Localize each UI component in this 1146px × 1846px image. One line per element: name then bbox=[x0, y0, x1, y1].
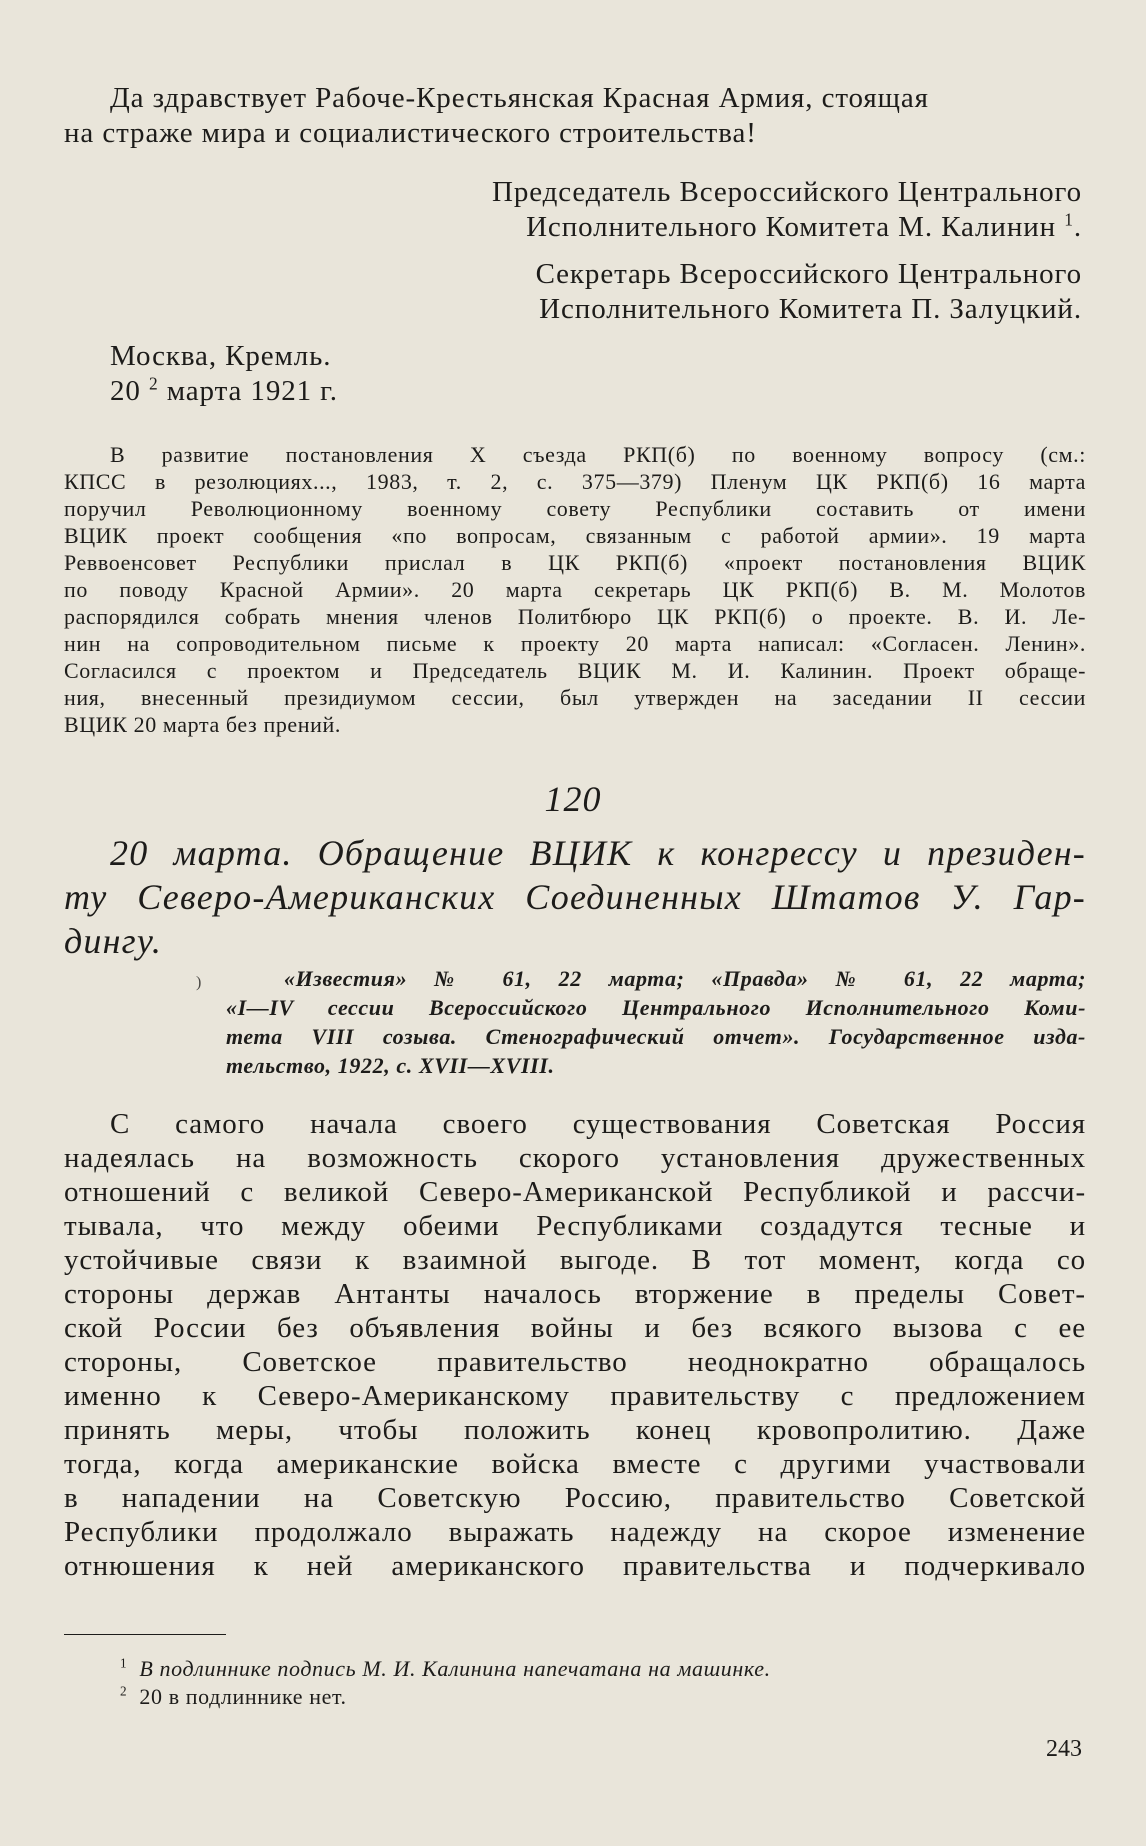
body-line: отношений с великой Северо-Американской Республикой и рассчи- bbox=[64, 1176, 1086, 1208]
source-line: тета VIII созыва. Стенографический отчет». Государственное изда- bbox=[226, 1024, 1086, 1049]
body-line: тывала, что между обеими Республиками создадутся тесные и bbox=[64, 1210, 1086, 1242]
commentary-line: Реввоенсовет Республики прислал в ЦК РКП(б) «проект постановления ВЦИК bbox=[64, 550, 1086, 575]
commentary-line: В развитие постановления X съезда РКП(б) по военному вопросу (см.: bbox=[110, 442, 1086, 467]
body-line: устойчивые связи к взаимной выгоде. В тот момент, когда со bbox=[64, 1244, 1086, 1276]
body-line: именно к Северо-Американскому правительству с предложением bbox=[64, 1380, 1086, 1412]
page-number: 243 bbox=[1046, 1736, 1082, 1762]
document-title-line-3: дингу. bbox=[64, 921, 163, 961]
commentary-line: Согласился с проектом и Председатель ВЦИК М. И. Калинин. Проект обраще- bbox=[64, 658, 1086, 683]
commentary-line: нин на сопроводительном письме к проекту 20 марта написал: «Согласен. Ленин». bbox=[64, 631, 1086, 656]
source-line: «Известия» № 61, 22 марта; «Правда» № 61, 22 марта; bbox=[284, 966, 1086, 991]
commentary-line: ния, внесенный президиумом сессии, был утвержден на заседании II сессии bbox=[64, 685, 1086, 710]
commentary-line: ВЦИК проект сообщения «по вопросам, связанным с работой армии». 19 марта bbox=[64, 523, 1086, 548]
document-number: 120 bbox=[544, 779, 602, 819]
footnote-ref-1: 1 bbox=[1064, 209, 1074, 230]
body-line: надеялась на возможность скорого установления дружественных bbox=[64, 1142, 1086, 1174]
footnote-ref-2: 2 bbox=[148, 373, 159, 394]
body-line: тогда, когда американские войска вместе с другими участвовали bbox=[64, 1448, 1086, 1480]
body-line: Республики продолжало выражать надежду на скорое изменение bbox=[64, 1516, 1086, 1548]
source-line: «I—IV сессии Всероссийского Центрального Исполнительного Коми- bbox=[226, 995, 1086, 1020]
body-line: принять меры, чтобы положить конец кровопролитию. Даже bbox=[64, 1414, 1086, 1446]
document-title-line-2: ту Северо-Американских Соединенных Штатов У. Гар- bbox=[64, 877, 1086, 917]
commentary-line-last: ВЦИК 20 марта без прений. bbox=[64, 712, 342, 737]
commentary-line: поручил Революционному военному совету Республики составить от имени bbox=[64, 496, 1086, 521]
footnote-1: $^1$ В подлиннике подпись М. И. Калинина напечатана на машинке. bbox=[120, 1655, 771, 1681]
body-line: С самого начала своего существования Советская Россия bbox=[110, 1108, 1086, 1140]
place-line: Москва, Кремль. bbox=[110, 340, 332, 372]
body-line: стороны, Советское правительство неоднократно обращалось bbox=[64, 1346, 1086, 1378]
footnote-rule bbox=[64, 1634, 226, 1635]
document-title-line-1: 20 марта. Обращение ВЦИК к конгрессу и президен- bbox=[110, 833, 1086, 873]
signature-chairman-line-1: Председатель Всероссийского Центрального bbox=[491, 176, 1082, 208]
body-line: ской России без объявления войны и без всякого вызова с ее bbox=[64, 1312, 1086, 1344]
commentary-line: распорядился собрать мнения членов Политбюро ЦК РКП(б) о проекте. В. И. Ле- bbox=[64, 604, 1086, 629]
source-line-last: тельство, 1922, с. XVII—XVIII. bbox=[226, 1053, 555, 1078]
footnote-2: $^2$ 20 в подлиннике нет. bbox=[120, 1683, 347, 1709]
body-line: стороны держав Антанты началось вторжение в пределы Совет- bbox=[64, 1278, 1086, 1310]
commentary-line: КПСС в резолюциях..., 1983, т. 2, с. 375—379) Пленум ЦК РКП(б) 16 марта bbox=[64, 469, 1086, 494]
body-line: в нападении на Советскую Россию, правительство Советской bbox=[64, 1482, 1086, 1514]
commentary-line: по поводу Красной Армии». 20 марта секретарь ЦК РКП(б) В. М. Молотов bbox=[64, 577, 1086, 602]
signature-secretary-line-2: Исполнительного Комитета П. Залуцкий. bbox=[539, 293, 1082, 325]
signature-chairman-line-2: Исполнительного Комитета М. Калинин $^1$. bbox=[526, 209, 1082, 243]
margin-mark: ) bbox=[196, 974, 202, 991]
body-line: отнюшения к ней американского правительства и подчеркивало bbox=[64, 1550, 1086, 1582]
slogan-line-2: на страже мира и социалистического строительства! bbox=[64, 117, 757, 149]
slogan-line-1: Да здравствует Рабоче-Крестьянская Красная Армия, стоящая bbox=[110, 82, 929, 114]
date-line: 20 $^2$ марта 1921 г. bbox=[110, 373, 338, 407]
signature-secretary-line-1: Секретарь Всероссийского Центрального bbox=[535, 258, 1082, 290]
